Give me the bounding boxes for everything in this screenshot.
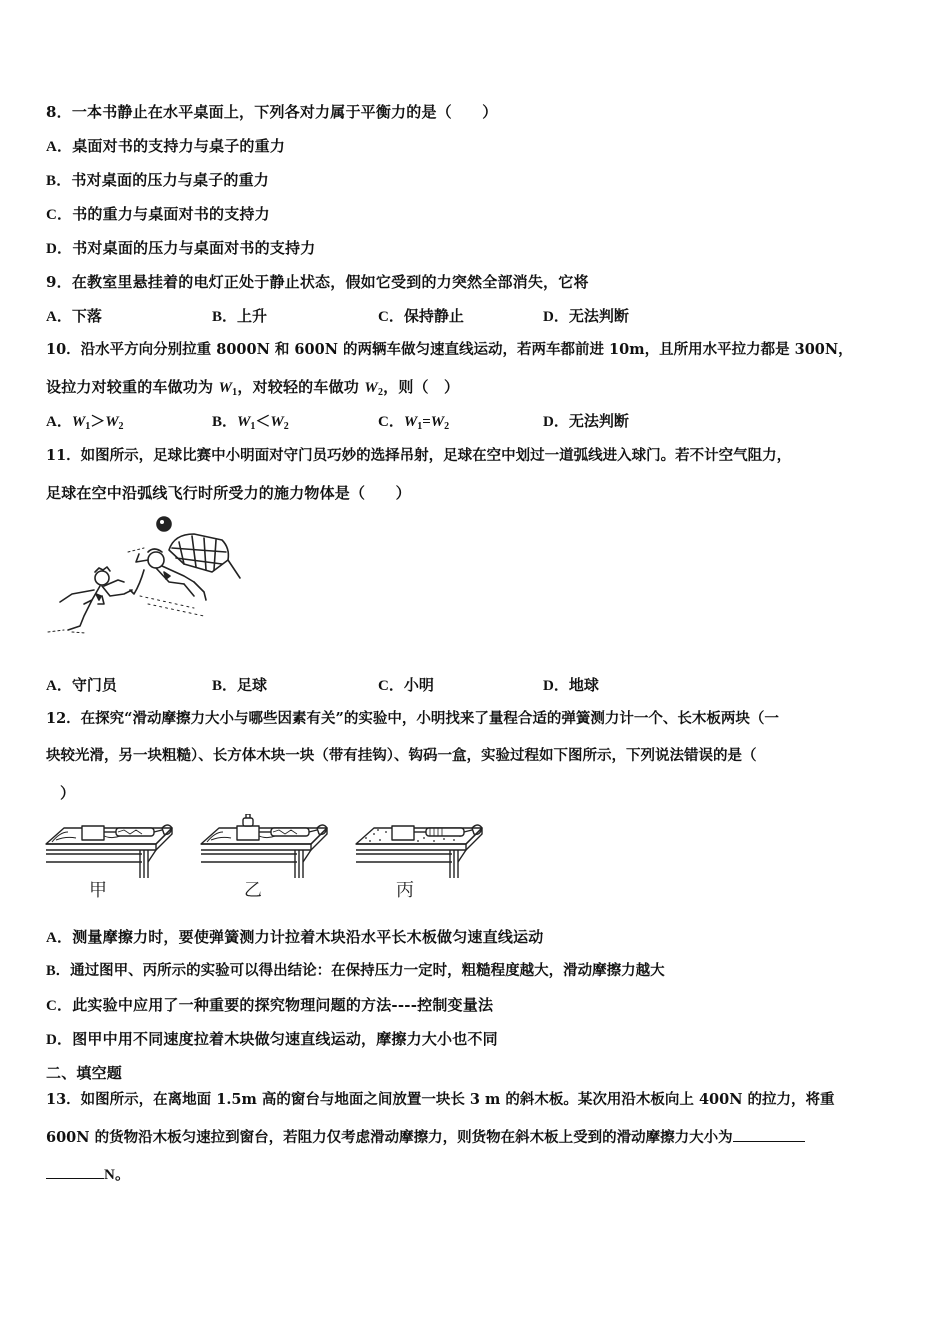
option-text: 上升 [237,307,268,325]
section-title-fill-in: 二、填空题 [46,1064,123,1082]
soccer-lob-figure [44,512,244,640]
option-text: 守门员 [71,676,117,694]
text: 设拉力对较重的车做功为 [46,378,219,396]
var-w1: $W_1$ [403,414,423,432]
option-label: C． [378,309,404,325]
q12-stem-line3: ） [60,784,76,802]
q13-stem-line1: 13．如图所示，在离地面 1.5m 高的窗台与地面之间放置一块长 3 m 的斜木板。某次用沿木板向上 400N 的拉力，将重 [46,1091,835,1108]
option-text: 足球 [237,676,268,694]
option-text: 地球 [568,676,599,694]
option-label: B． [46,173,72,189]
option-label: A． [46,309,72,325]
option-label: D． [543,414,569,430]
q9-stem: 9．在教室里悬挂着的电灯正处于静止状态，假如它受到的力突然全部消失，它将 [46,273,589,291]
var-w2: $W_2$ [430,414,450,432]
option-label: D． [543,309,569,325]
q11-option-c[interactable] [378,675,434,696]
q11-option-d[interactable] [543,675,599,696]
option-label: C． [378,414,404,430]
q12-stem-line1: 12．在探究“滑动摩擦力大小与哪些因素有关”的实验中，小明找来了量程合适的弹簧测力计一个、长木板两块（一 [46,710,779,727]
var-w2: $W_2$ [105,414,124,432]
option-label: B． [46,963,71,979]
q12-option-c[interactable] [46,995,493,1016]
option-label: B． [212,309,238,325]
var-w2: $W_2$ [270,414,289,432]
q11-stem-line1: 11．如图所示，足球比赛中小明面对守门员巧妙的选择吊射，足球在空中划过一道弧线进入球门。若不计空气阻力， [46,447,792,464]
relation: ＞ [90,412,106,430]
friction-experiment-figure [44,814,514,904]
unit-suffix: N。 [104,1167,131,1183]
q8-option-a[interactable] [46,136,285,157]
q8-stem: 8．一本书静止在水平桌面上，下列各对力属于平衡力的是（ ） [46,103,498,121]
var-w1: $W_1$ [71,414,91,432]
q12-stem-line2: 块较光滑，另一块粗糙）、长方体木块一块（带有挂钩）、钩码一盒，实验过程如下图所示，下列说法错误的是（ [46,747,757,764]
option-label: C． [46,998,73,1014]
q10-option-d[interactable] [543,411,629,432]
text: ，对较轻的车做功 [237,378,365,396]
text: 600N 的货物沿木板匀速拉到窗台，若阻力仅考虑滑动摩擦力，则货物在斜木板上受到的滑动摩擦力大小为 [46,1129,733,1146]
q10-option-c[interactable] [378,411,449,437]
q8-option-c[interactable] [46,204,270,225]
option-label: A． [46,930,73,946]
relation: = [422,414,431,430]
q12-option-a[interactable] [46,927,543,948]
q13-stem-line2 [46,1127,805,1148]
option-label: D． [46,241,73,257]
q10-stem-line2 [46,377,459,403]
option-text: 小明 [403,676,434,694]
q13-stem-line3 [46,1164,130,1185]
q12-option-d[interactable] [46,1029,498,1050]
q11-stem-line2: 足球在空中沿弧线飞行时所受力的施力物体是（ ） [46,484,411,502]
option-text: 测量摩擦力时，要使弹簧测力计拉着木块沿水平长木板做匀速直线运动 [72,928,544,946]
text: ，则（ ） [383,378,460,396]
q10-option-b[interactable] [212,411,289,437]
table-jia [46,825,172,878]
q9-option-b[interactable] [212,306,267,327]
table-bing [356,825,482,878]
q8-option-b[interactable] [46,170,269,191]
q12-option-b[interactable] [46,961,665,981]
figure-label-bing: 丙 [396,880,414,901]
option-text: 保持静止 [403,307,464,325]
q10-option-a[interactable] [46,411,124,437]
var-w2: $W_2$ [364,380,384,398]
option-label: A． [46,678,72,694]
option-text: 桌面对书的支持力与桌子的重力 [72,137,286,155]
option-label: D． [543,678,569,694]
option-text: 书对桌面的压力与桌面对书的支持力 [72,239,316,257]
var-w1: $W_1$ [237,414,256,432]
option-text: 通过图甲、丙所示的实验可以得出结论：在保持压力一定时，粗糙程度越大，滑动摩擦力越大 [70,962,665,979]
answer-blank-part1[interactable] [733,1127,805,1142]
q9-option-d[interactable] [543,306,629,327]
option-text: 书的重力与桌面对书的支持力 [72,205,270,223]
table-yi [201,814,327,878]
option-text: 书对桌面的压力与桌子的重力 [71,171,270,189]
q8-option-d[interactable] [46,238,315,259]
option-text: 无法判断 [568,412,629,430]
q11-option-b[interactable] [212,675,267,696]
option-text: 无法判断 [568,307,629,325]
relation: ＜ [255,412,271,430]
figure-label-yi: 乙 [244,880,262,901]
option-label: A． [46,414,72,430]
option-label: C． [378,678,404,694]
option-label: D． [46,1032,73,1048]
figure-label-jia: 甲 [89,880,107,901]
answer-blank-part2[interactable] [46,1164,104,1179]
q11-option-a[interactable] [46,675,117,696]
option-label: B． [212,678,238,694]
option-label: C． [46,207,73,223]
option-text: 图甲中用不同速度拉着木块做匀速直线运动，摩擦力大小也不同 [72,1030,498,1048]
option-label: A． [46,139,73,155]
option-text: 下落 [71,307,102,325]
q9-option-a[interactable] [46,306,102,327]
option-text: 此实验中应用了一种重要的探究物理问题的方法----控制变量法 [72,996,494,1014]
q9-option-c[interactable] [378,306,464,327]
var-w1: $W_1$ [218,380,238,398]
option-label: B． [212,414,238,430]
q10-stem-line1: 10．沿水平方向分别拉重 8000N 和 600N 的两辆车做匀速直线运动，若两车都前进 10m，且所用水平拉力都是 300N， [46,341,853,358]
